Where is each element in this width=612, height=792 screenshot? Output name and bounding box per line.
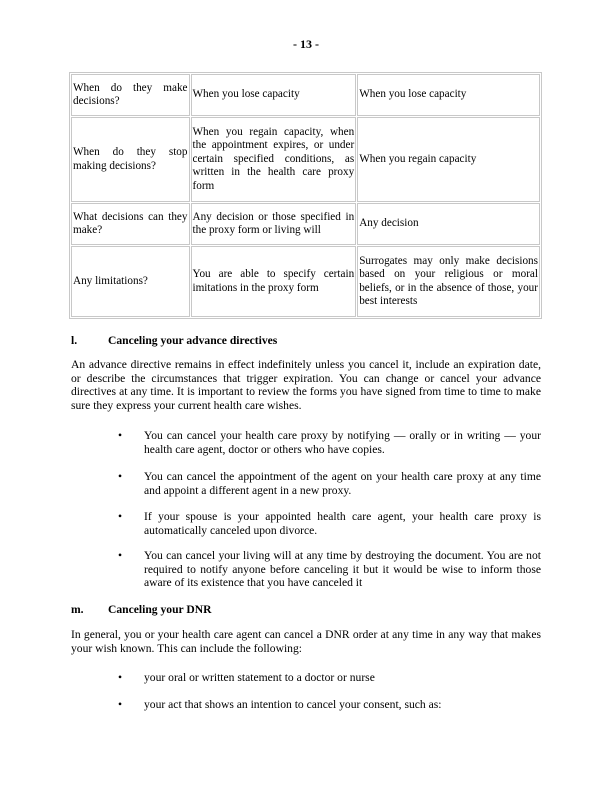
list-item-text: If your spouse is your appointed health care agent, your health care proxy is automatically canceled upon divorce. [144, 510, 541, 537]
table-cell: You are able to specify certain imitations in the proxy form [191, 246, 357, 317]
list-item-text: You can cancel the appointment of the agent on your health care proxy at any time and appoint a different agent in a new proxy. [144, 470, 541, 497]
table-cell: Any decision [357, 203, 540, 245]
table-cell: Any decision or those specified in the proxy form or living will [191, 203, 357, 245]
comparison-table [69, 72, 542, 319]
section-title: Canceling your DNR [108, 603, 212, 616]
list-item-text: your oral or written statement to a doctor or nurse [144, 671, 375, 684]
bullet-icon: • [118, 549, 123, 562]
table-cell: Surrogates may only make decisions based on your religious or moral beliefs, or in the absence of those, your best interests [357, 246, 540, 317]
table-cell: Any limitations? [71, 246, 190, 317]
list-item [118, 510, 541, 537]
bullet-icon: • [118, 429, 123, 442]
table-cell: When you regain capacity, when the appointment expires, or under certain specified conditions, as written in the health care proxy form [191, 117, 357, 202]
list-item-text: You can cancel your health care proxy by notifying — orally or in writing — your health care agent, doctor or others who have copies. [144, 429, 541, 456]
section-heading-l [71, 334, 277, 347]
section-letter: m. [71, 603, 84, 616]
bullet-icon: • [118, 671, 123, 684]
bullet-icon: • [118, 470, 123, 483]
section-l-paragraph: An advance directive remains in effect indefinitely unless you cancel it, include an expiration date, or describe the circumstances that trigger expiration. You can change or cancel your advance directives at any time. It is important to review the forms you have signed from time to time to make sure they express your current health care wishes. [71, 358, 541, 412]
section-letter: l. [71, 334, 78, 347]
list-item [118, 470, 541, 497]
table-cell: What decisions can they make? [71, 203, 190, 245]
table-cell: When do they stop making decisions? [71, 117, 190, 202]
section-m-paragraph: In general, you or your health care agent can cancel a DNR order at any time in any way that makes your wish known. This can include the following: [71, 628, 541, 655]
list-item [118, 429, 541, 456]
list-item [118, 549, 541, 590]
table-row [71, 74, 540, 116]
page-number: - 13 - [293, 37, 319, 51]
table-row [71, 203, 540, 245]
section-title: Canceling your advance directives [108, 334, 278, 347]
table-row [71, 246, 540, 317]
list-item-text: You can cancel your living will at any time by destroying the document. You are not required to notify anyone before canceling it but it would be wise to inform those aware of its existence that you have canceled it [144, 549, 541, 590]
bullet-icon: • [118, 510, 123, 523]
list-item [118, 671, 541, 685]
table-cell: When you lose capacity [191, 74, 357, 116]
table-cell: When you lose capacity [357, 74, 540, 116]
table-cell: When you regain capacity [357, 117, 540, 202]
table-row [71, 117, 540, 202]
section-heading-m [71, 603, 212, 616]
table-cell: When do they make decisions? [71, 74, 190, 116]
list-item [118, 698, 541, 712]
bullet-icon: • [118, 698, 123, 711]
list-item-text: your act that shows an intention to cancel your consent, such as: [144, 698, 442, 711]
